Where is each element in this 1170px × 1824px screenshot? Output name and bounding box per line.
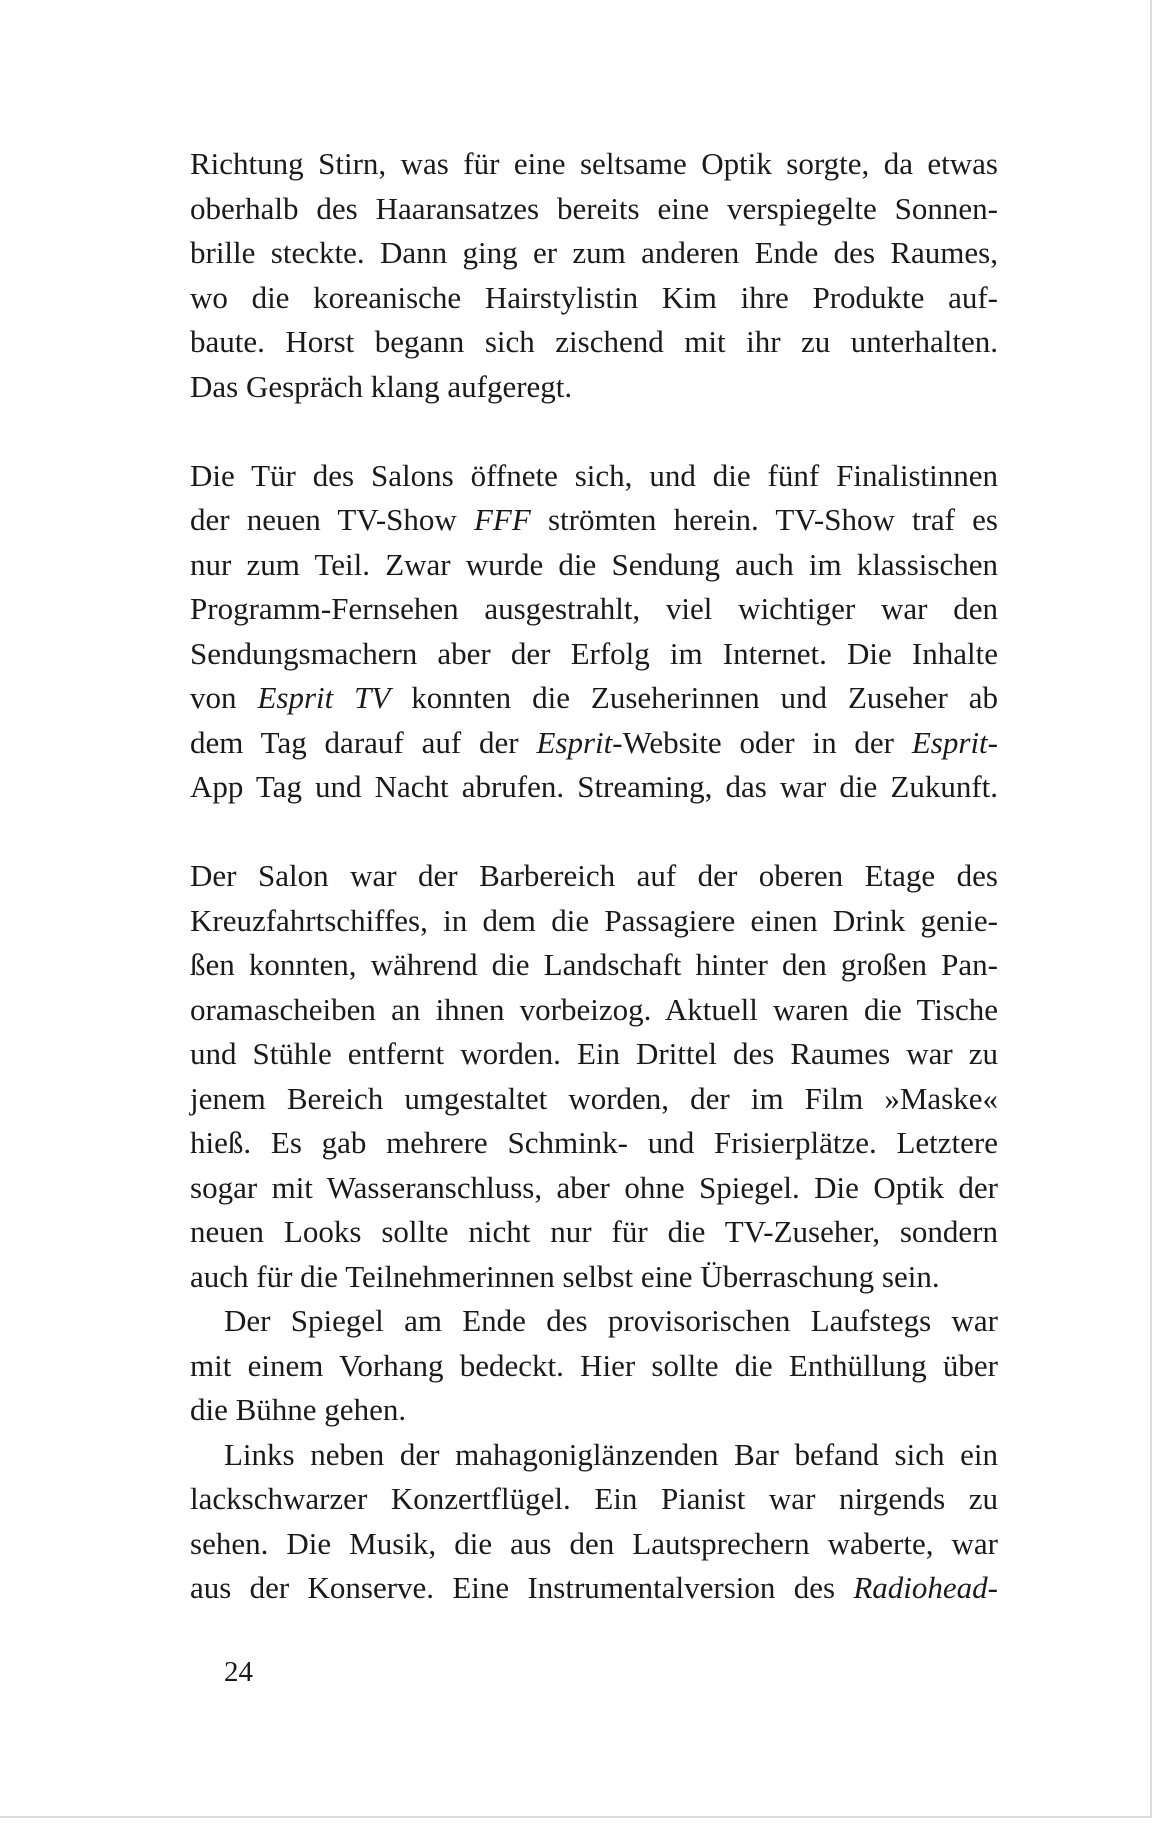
text-line: oberhalb des Haaransatzes bereits eine verspiegelte Sonnen-: [190, 190, 998, 226]
text-line: sogar mit Wasseranschluss, aber ohne Spiegel. Die Optik der: [190, 1169, 998, 1205]
text-line: baute. Horst begann sich zischend mit ihr zu unterhalten.: [190, 324, 998, 359]
text-line: mit einem Vorhang bedeckt. Hier sollte die Enthüllung über: [190, 1347, 998, 1383]
text-line: lackschwarzer Konzertflügel. Ein Pianist war nirgends zu: [190, 1481, 998, 1516]
page-number: 24: [224, 1656, 253, 1688]
text-line: aus der Konserve. Eine Instrumentalversion des Radiohead-: [190, 1570, 998, 1605]
text-line: von Esprit TV konnten die Zuseherinnen und Zuseher ab: [190, 680, 999, 715]
text-line: dem Tag darauf auf der Esprit-Website oder in der Esprit-: [190, 724, 998, 760]
text-line: Richtung Stirn, was für eine seltsame Optik sorgte, da etwas: [190, 146, 998, 181]
text-line: Das Gespräch klang aufgeregt.: [190, 368, 573, 404]
text-line: nur zum Teil. Zwar wurde die Sendung auch im klassischen: [190, 546, 998, 582]
page-edge-bottom: [0, 1816, 1152, 1818]
page-edge-right: [1150, 0, 1152, 1818]
text-line: jenem Bereich umgestaltet worden, der im Film »Maske«: [190, 1080, 998, 1116]
italic-title: Esprit: [536, 724, 613, 760]
text-line: hieß. Es gab mehrere Schmink- und Frisierplätze. Letztere: [190, 1125, 998, 1160]
body-text: [190, 142, 998, 1611]
text-line: Kreuzfahrtschiffes, in dem die Passagiere einen Drink genie-: [190, 902, 998, 938]
text-line: Die Tür des Salons öffnete sich, und die fünf Finalistinnen: [190, 457, 998, 493]
text-line: Links neben der mahagoniglänzenden Bar befand sich ein: [224, 1436, 998, 1472]
text-line: Sendungsmachern aber der Erfolg im Internet. Die Inhalte: [190, 635, 998, 671]
text-line: Programm-Fernsehen ausgestrahlt, viel wichtiger war den: [190, 591, 998, 626]
italic-title: Esprit: [911, 724, 988, 760]
text-line: der neuen TV-Show FFF strömten herein. TV-Show traf es: [190, 502, 998, 537]
text-line: Der Salon war der Barbereich auf der oberen Etage des: [190, 858, 998, 893]
italic-title: FFF: [473, 502, 531, 537]
text-line: und Stühle entfernt worden. Ein Drittel des Raumes war zu: [190, 1036, 998, 1071]
text-line: ßen konnten, während die Landschaft hinter den großen Pan-: [190, 947, 998, 982]
text-line: auch für die Teilnehmerinnen selbst eine Überraschung sein.: [190, 1258, 940, 1294]
section-break: [190, 810, 998, 855]
text-line: sehen. Die Musik, die aus den Lautsprechern waberte, war: [190, 1525, 998, 1561]
text-line: brille steckte. Dann ging er zum anderen Ende des Raumes,: [190, 235, 998, 270]
text-line: die Bühne gehen.: [190, 1392, 407, 1427]
text-line: oramascheiben an ihnen vorbeizog. Aktuell waren die Tische: [190, 991, 998, 1027]
text-line: App Tag und Nacht abrufen. Streaming, das war die Zukunft.: [190, 769, 998, 804]
text-line: neuen Looks sollte nicht nur für die TV-Zuseher, sondern: [190, 1214, 998, 1249]
italic-title: Esprit TV: [257, 680, 391, 715]
text-line: Der Spiegel am Ende des provisorischen Laufstegs war: [224, 1303, 998, 1338]
text-line: wo die koreanische Hairstylistin Kim ihre Produkte auf-: [190, 279, 998, 315]
italic-title: Radiohead: [853, 1570, 988, 1605]
section-break: [190, 409, 998, 454]
